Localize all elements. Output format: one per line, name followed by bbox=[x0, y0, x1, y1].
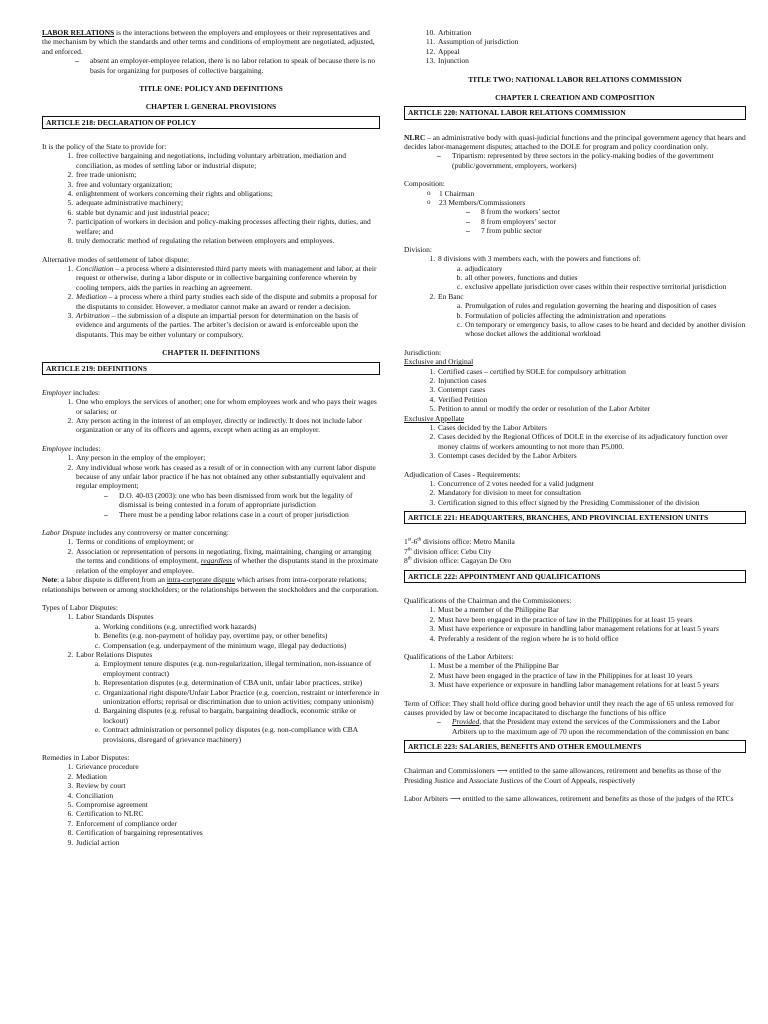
list-item: 6. stable but dynamic and just industrial peace; bbox=[75, 208, 380, 217]
list-item: 1. Cases decided by the Labor Arbiters bbox=[437, 423, 746, 432]
list-item bbox=[437, 254, 746, 292]
list-item: c. Compensation (e.g. underpayment of the minimum wage, illegal pay deductions) bbox=[102, 641, 380, 650]
employer-list bbox=[42, 397, 380, 435]
employee-lead bbox=[42, 444, 380, 453]
hq-sup: th bbox=[407, 556, 412, 562]
exclusive-list bbox=[404, 367, 746, 414]
policy-lead: It is the policy of the State to provide for: bbox=[42, 142, 167, 152]
list-item bbox=[75, 547, 380, 575]
types-lead: Types of Labor Disputes: bbox=[42, 602, 118, 612]
list-item: 3. Certification signed to this effect signed by the Presiding Commissioner of the division bbox=[437, 498, 746, 507]
list-item: c. Organizational right dispute/Unfair Labor Practice (e.g. coercion, restraint or interference in unionization efforts; reprisal or discrimination due to union activities; company unionism) bbox=[102, 688, 380, 707]
note-emphasis: intra-corporate dispute bbox=[166, 575, 235, 585]
employee-lead-text: includes: bbox=[71, 443, 101, 453]
note-label: Note bbox=[42, 575, 57, 585]
composition-dash-list bbox=[404, 207, 746, 235]
note-text: which arises from intra-corporate relations; relationships between or among stockholders; or the relationships between the stockholders and the corporation. bbox=[42, 575, 379, 594]
list-item: b. Representation disputes (e.g. determination of CBA unit, unfair labor practices, strike) bbox=[102, 678, 380, 687]
hq-sup: st bbox=[407, 537, 412, 543]
list-item: 2. Mandatory for division to meet for consultation bbox=[437, 488, 746, 497]
title-two: TITLE TWO: NATIONAL LABOR RELATIONS COMMISSION bbox=[468, 74, 682, 84]
hq-lead: 7 bbox=[404, 546, 408, 556]
list-item: 4. Conciliation bbox=[75, 791, 380, 800]
division-item-text: 8 divisions with 3 members each, with the powers and functions of: bbox=[438, 254, 641, 264]
dispute-lead-text: includes any controversy or matter concerning: bbox=[85, 528, 229, 538]
list-item: 3. free and voluntary organization; bbox=[75, 180, 380, 189]
list-item: 2. Any individual whose work has ceased as a result of or in connection with any current labor dispute because of any unfair labor practice if he has not obtained any other substantially equivalent and regular employment; bbox=[75, 463, 380, 491]
list-item: 2. free trade unionism; bbox=[75, 170, 380, 179]
employer-term: Employer bbox=[42, 387, 72, 397]
list-item: e. Contract administration or personnel policy disputes (e.g. non-compliance with CBA provisions, disregard of grievance machinery) bbox=[102, 725, 380, 744]
nlrc-dash-list bbox=[404, 151, 746, 170]
list-item: 1. free collective bargaining and negotiations, including voluntary arbitration, mediation and conciliation, as modes of settling labor or industrial dispute; bbox=[75, 151, 380, 170]
list-item: a. Promulgation of rules and regulation governing the hearing and disposition of cases bbox=[464, 301, 746, 310]
list-item: 4. Preferably a resident of the region where he is to hold office bbox=[437, 634, 746, 643]
list-item: – Tripartism: represented by three sectors in the policy-making bodies of the government (public/government, employers, workers) bbox=[437, 151, 746, 170]
qual-arb-lead: Qualifications of the Labor Arbiters: bbox=[404, 651, 514, 661]
list-item: – 7 from public sector bbox=[466, 226, 746, 235]
list-item: 1. Must be a member of the Philippine Bar bbox=[437, 605, 746, 614]
article-222-heading: ARTICLE 222: APPOINTMENT AND QUALIFICATIONS bbox=[404, 570, 746, 583]
intro-paragraph bbox=[42, 28, 380, 56]
article-219-heading: ARTICLE 219: DEFINITIONS bbox=[42, 362, 380, 375]
term-dash-text: , that the President may extend the services of the Commissioners and the Labor Arbiters up to the maximum age of 70 upon the recommendation of the commission en banc bbox=[452, 717, 730, 736]
chapter-one-heading-right: CHAPTER I. CREATION AND COMPOSITION bbox=[495, 93, 655, 103]
dispute-term: Labor Dispute bbox=[42, 528, 86, 538]
list-item: 4. Verified Petition bbox=[437, 395, 746, 404]
list-item: b. Benefits (e.g. non-payment of holiday pay, overtime pay, or other benefits) bbox=[102, 631, 380, 640]
chapter-one-heading: CHAPTER I. GENERAL PROVISIONS bbox=[145, 102, 277, 112]
list-item: b. Formulation of policies affecting the administration and operations bbox=[464, 311, 746, 320]
employee-list bbox=[42, 453, 380, 491]
types-list bbox=[42, 612, 380, 744]
adjudication-lead: Adjudication of Cases - Requirements: bbox=[404, 469, 521, 479]
list-item: 3. Contempt cases decided by the Labor Arbiters bbox=[437, 451, 746, 460]
list-item bbox=[437, 292, 746, 339]
article-223-heading: ARTICLE 223: SALARIES, BENEFITS AND OTHER EMOULMENTS bbox=[404, 740, 746, 753]
list-item: 12. Appeal bbox=[437, 47, 746, 56]
hq-lead: 1 bbox=[404, 537, 408, 547]
dispute-item-text: Association or representation of persons in negotiating, fixing, maintaining, changing or arranging the terms and conditions of employment, bbox=[76, 546, 372, 566]
list-item: 2. Mediation bbox=[75, 772, 380, 781]
list-item: d. Bargaining disputes (e.g. refusal to bargain, bargaining deadlock, economic strike or lockout) bbox=[102, 706, 380, 725]
list-item: 1. Concurrence of 2 votes needed for a valid judgment bbox=[437, 479, 746, 488]
list-item: 11. Assumption of jurisdiction bbox=[437, 37, 746, 46]
jurisdiction-lead: Jurisdiction: bbox=[404, 347, 442, 357]
list-item: – There must be a pending labor relations case in a court of proper jurisdiction bbox=[104, 510, 380, 519]
list-item: 7. Enforcement of compliance order bbox=[75, 819, 380, 828]
list-item: 3. Contempt cases bbox=[437, 385, 746, 394]
qual-comm-lead: Qualifications of the Chairman and the Commissioners: bbox=[404, 595, 572, 605]
list-item: 2. Cases decided by the Regional Offices of DOLE in the exercise of its adjudicatory function over money claims of workers amounting to not more than P5,000. bbox=[437, 432, 746, 451]
list-item: c. On temporary or emergency basis, to allow cases to be heard and decided by another division whose docket allows the additional workload bbox=[464, 320, 746, 339]
employee-term: Employee bbox=[42, 443, 72, 453]
title-one: TITLE ONE: POLICY AND DEFINITIONS bbox=[139, 84, 283, 94]
alt-text: – a process where a disinterested third party meets with management and labor, at their request or otherwise, during a labor dispute or in collective bargaining conference wherein by cooling tempers, aids the parties in reaching an agreement. bbox=[76, 263, 377, 292]
hq-line bbox=[404, 537, 746, 546]
types-label: Labor Relations Disputes bbox=[76, 649, 153, 659]
alt-text: – the submission of a dispute an impartial person for determination on the basis of evidence and arguments of the parties. The arbiter’s decision or award is enforceable upon the disputants. This may be either voluntary or compulsory. bbox=[76, 310, 359, 339]
dispute-lead bbox=[42, 528, 380, 537]
note-paragraph bbox=[42, 575, 380, 594]
list-item bbox=[75, 292, 380, 311]
exclusive-appellate-label: Exclusive Appellate bbox=[404, 413, 465, 423]
nlrc-paragraph bbox=[404, 133, 746, 152]
alt-modes-lead: Alternative modes of settlement of labor dispute: bbox=[42, 254, 190, 264]
salary-arbiters: Labor Arbiters ⟶ entitled to the same allowances, retirement and benefits as those of the judges of the RTCs bbox=[404, 794, 734, 804]
chapter-two-heading: CHAPTER II. DEFINITIONS bbox=[162, 348, 260, 358]
list-item: 2. Injunction cases bbox=[437, 376, 746, 385]
list-item: o 1 Chairman bbox=[427, 189, 746, 198]
list-item: 1. Grievance procedure bbox=[75, 762, 380, 771]
list-item: 2. Must have been engaged in the practice of law in the Philippines for at least 15 years bbox=[437, 615, 746, 624]
nlrc-label: NLRC bbox=[404, 132, 426, 142]
list-item bbox=[75, 311, 380, 339]
remedies-list bbox=[42, 762, 380, 847]
qual-comm-list bbox=[404, 605, 746, 643]
list-item: 3. Must have experience or exposure in handling labor management relations for at least 5 years bbox=[437, 624, 746, 633]
alt-text: – a process where a third party studies each side of the dispute and submits a proposal for the disputants to consider. However, a mediator cannot make an award or render a decision. bbox=[76, 292, 378, 311]
division-item-text: En Banc bbox=[438, 291, 464, 301]
list-item: 5. Compromise agreement bbox=[75, 800, 380, 809]
dispute-emphasis: regardless bbox=[200, 556, 232, 566]
list-item bbox=[75, 650, 380, 744]
list-item: b. all other powers, functions and duties bbox=[464, 273, 746, 282]
adjudication-list bbox=[404, 479, 746, 507]
alt-term: Conciliation bbox=[76, 263, 114, 273]
hq-mid: -6 bbox=[411, 537, 418, 547]
en-banc-sub-list bbox=[438, 301, 746, 339]
hq-text: divisions office: Metro Manila bbox=[421, 537, 515, 547]
types-label: Labor Standards Disputes bbox=[76, 612, 154, 622]
article-220-heading: ARTICLE 220: NATIONAL LABOR RELATIONS COMMISSION bbox=[404, 106, 746, 119]
list-item: 1. Any person in the employ of the employer; bbox=[75, 453, 380, 462]
nlrc-text: – an administrative body with quasi-judicial functions and the principal government agency that hears and decides labor-management disputes; attached to the DOLE for program and policy coordination only. bbox=[404, 132, 746, 152]
employer-lead bbox=[42, 388, 380, 397]
list-item: 5. Petition to annul or modify the order or resolution of the Labor Arbiter bbox=[437, 404, 746, 413]
list-item: 5. adequate administrative machinery; bbox=[75, 198, 380, 207]
remedies-lead: Remedies in Labor Disputes: bbox=[42, 753, 130, 762]
division-lead: Division: bbox=[404, 244, 432, 254]
employee-dash-list bbox=[42, 491, 380, 519]
list-item: 6. Certification to NLRC bbox=[75, 809, 380, 818]
term-of-office: Term of Office: They shall hold office during good behavior until they reach the age of 65 unless removed for causes provided by law or become incapacitated to discharge the functions of his office bbox=[404, 698, 734, 717]
list-item: 4. enlightenment of workers concerning their rights and obligations; bbox=[75, 189, 380, 198]
term-emphasis: Provided bbox=[452, 717, 480, 727]
list-item: 10. Arbitration bbox=[437, 28, 746, 37]
relations-list bbox=[76, 659, 380, 744]
hq-lead: 8 bbox=[404, 556, 408, 566]
list-item: 13. Injunction bbox=[437, 56, 746, 65]
list-item: 3. Must have experience or exposure in handling labor management relations for at least 5 years bbox=[437, 680, 746, 689]
hq-line bbox=[404, 547, 746, 556]
standards-list bbox=[76, 622, 380, 650]
list-item: 8. Certification of bargaining representatives bbox=[75, 828, 380, 837]
list-item: 9. Judicial action bbox=[75, 838, 380, 847]
list-item: 1. Terms or conditions of employment; or bbox=[75, 537, 380, 546]
list-item: – 8 from the workers’ sector bbox=[466, 207, 746, 216]
list-item: 2. Must have been engaged in the practice of law in the Philippines for at least 10 years bbox=[437, 671, 746, 680]
exclusive-original-label: Exclusive and Original bbox=[404, 357, 474, 367]
hq-text: division office: Cebu City bbox=[411, 546, 492, 556]
hq-text: division office: Cagayan De Oro bbox=[411, 556, 512, 566]
list-item: 1. Must be a member of the Philippine Bar bbox=[437, 661, 746, 670]
dispute-item-text: of whether the disputants stand in the proximate relation of the employer and employee. bbox=[76, 556, 379, 575]
appellate-list bbox=[404, 423, 746, 461]
list-item: – absent an employer-employee relation, there is no labor relation to speak of because there is no basis for organizing for purposes of collective bargaining. bbox=[75, 56, 380, 75]
composition-list bbox=[404, 189, 746, 208]
list-item bbox=[437, 717, 746, 736]
list-item bbox=[75, 264, 380, 292]
list-item: c. exclusive appellate jurisdiction over cases within their respective territorial jurisdiction bbox=[464, 282, 746, 291]
alt-term: Mediation bbox=[76, 292, 107, 302]
list-item bbox=[75, 612, 380, 650]
division-sub-list bbox=[438, 264, 746, 292]
term-dash-list bbox=[404, 717, 746, 736]
hq-line bbox=[404, 556, 746, 565]
hq-sup: th bbox=[417, 537, 422, 543]
composition-lead: Composition: bbox=[404, 179, 445, 189]
division-list bbox=[404, 254, 746, 339]
employer-lead-text: includes: bbox=[71, 387, 101, 397]
dispute-list bbox=[42, 537, 380, 575]
intro-text: is the interactions between the employers and employees or their representatives and the mechanism by which the standards and other terms and conditions of employment are negotiated, adjusted, and enforced. bbox=[42, 28, 375, 56]
intro-bullets bbox=[42, 56, 380, 75]
alt-term: Arbitration bbox=[76, 310, 110, 320]
intro-term: LABOR RELATIONS bbox=[42, 28, 115, 37]
note-text: : a labor dispute is different from an bbox=[57, 575, 167, 585]
list-item: 1. One who employs the services of another; one for whom employees work and who pays their wages or salaries; or bbox=[75, 397, 380, 416]
right-column bbox=[404, 28, 746, 804]
list-item: 2. Any person acting in the interest of an employer, directly or indirectly. It does not include labor organization or any of its officers and agents, except when acting as an employer. bbox=[75, 416, 380, 435]
list-item: – 8 from employers’ sector bbox=[466, 217, 746, 226]
alt-modes-list bbox=[42, 264, 380, 339]
policy-list bbox=[42, 151, 380, 245]
list-item: a. adjudicatory bbox=[464, 264, 746, 273]
qual-arb-list bbox=[404, 661, 746, 689]
list-item: 7. participation of workers in decision and policy-making processes affecting their rights, duties, and welfare; and bbox=[75, 217, 380, 236]
hq-sup: th bbox=[407, 547, 412, 553]
list-item: o 23 Members/Commissioners bbox=[427, 198, 746, 207]
remedies-list-continued bbox=[404, 28, 746, 66]
salary-commissioners: Chairman and Commissioners ⟶ entitled to the same allowances, retirement and benefits as those of the Presiding Justice and Associate Justices of the Court of Appeals, respectively bbox=[404, 766, 721, 785]
left-column bbox=[42, 28, 380, 847]
list-item: 3. Review by court bbox=[75, 781, 380, 790]
article-218-heading: ARTICLE 218: DECLARATION OF POLICY bbox=[42, 116, 380, 129]
list-item: – D.O. 40-03 (2003): one who has been dismissed from work but the legality of dismissal is being contested in a forum of appropriate jurisdiction bbox=[104, 491, 380, 510]
list-item: a. Employment tenure disputes (e.g. non-regularization, illegal termination, non-issuance of employment contract) bbox=[102, 659, 380, 678]
list-item: 8. truly democratic method of regulating the relation between employers and employees. bbox=[75, 236, 380, 245]
article-221-heading: ARTICLE 221: HEADQUARTERS, BRANCHES, AND PROVINCIAL EXTENSION UNITS bbox=[404, 511, 746, 524]
list-item: a. Working conditions (e.g. unrectified work hazards) bbox=[102, 622, 380, 631]
list-item: 1. Certified cases – certified by SOLE for compulsory arbitration bbox=[437, 367, 746, 376]
